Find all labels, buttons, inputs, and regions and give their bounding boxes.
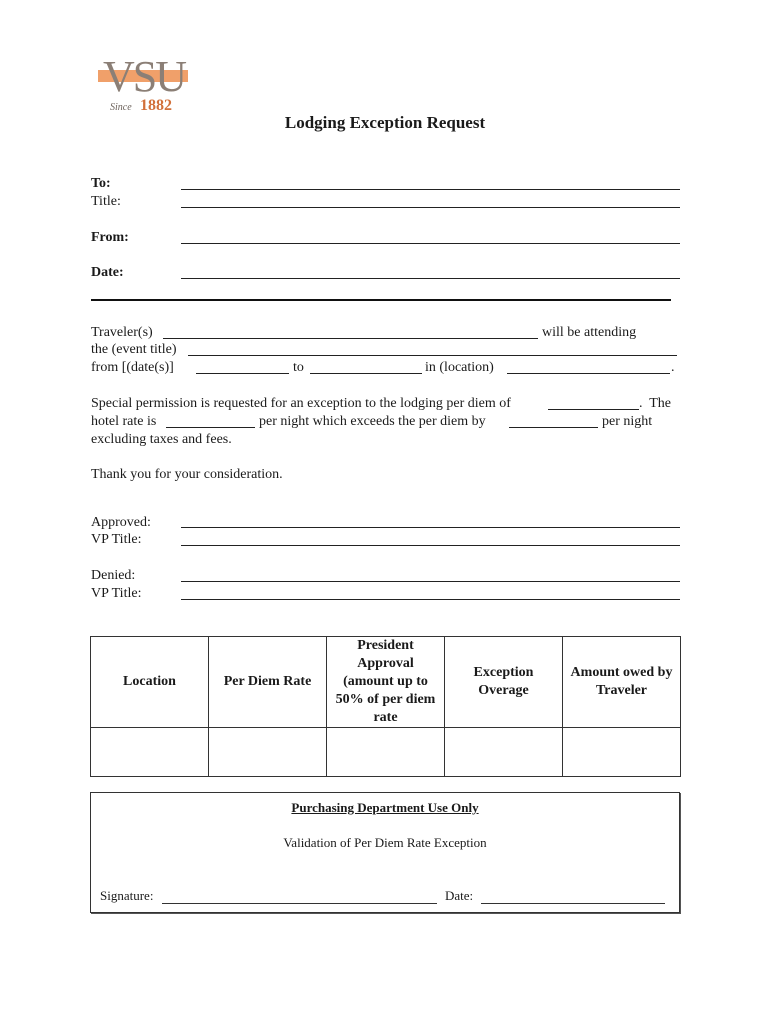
exceeds-text: per night which exceeds the per diem by [259, 414, 486, 429]
logo-since: Since [110, 102, 132, 113]
to-line[interactable] [181, 189, 680, 190]
page-title: Lodging Exception Request [284, 113, 486, 132]
hotel-rate-label: hotel rate is [91, 414, 157, 429]
cell-president-approval[interactable] [327, 728, 445, 777]
date-line[interactable] [181, 278, 680, 279]
purchasing-heading: Purchasing Department Use Only [291, 800, 479, 815]
special-permission-text: Special permission is requested for an exception to the lodging per diem of [91, 396, 511, 411]
signature-label: Signature: [100, 888, 154, 903]
title-line[interactable] [181, 207, 680, 208]
location-line[interactable] [507, 373, 670, 374]
per-diem-line[interactable] [548, 409, 639, 410]
purchasing-box [90, 792, 680, 913]
header-amount-owed: Amount owed by Traveler [563, 637, 681, 728]
start-date-line[interactable] [196, 373, 289, 374]
from-line[interactable] [181, 243, 680, 244]
title-label: Title: [91, 194, 121, 209]
header-location: Location [91, 637, 209, 728]
from-label: From: [91, 230, 129, 245]
in-location-label: in (location) [425, 360, 494, 375]
approved-label: Approved: [91, 515, 151, 530]
vp-title-label-2: VP Title: [91, 586, 142, 601]
signature-line[interactable] [162, 903, 437, 904]
period: . [671, 360, 675, 375]
will-attend-text: will be attending [542, 325, 637, 340]
validation-text: Validation of Per Diem Rate Exception [283, 835, 487, 850]
denied-label: Denied: [91, 568, 136, 583]
table-row [91, 728, 681, 777]
approved-line[interactable] [181, 527, 680, 528]
logo-year: 1882 [140, 97, 172, 114]
to-label: To: [91, 176, 111, 191]
denied-line[interactable] [181, 581, 680, 582]
cell-amount-owed[interactable] [563, 728, 681, 777]
date-label: Date: [91, 265, 124, 280]
exceeds-amount-line[interactable] [509, 427, 598, 428]
purchasing-date-line[interactable] [481, 903, 665, 904]
event-title-label: the (event title) [91, 342, 177, 357]
header-president-approval: President Approval (amount up to 50% of per diem rate [327, 637, 445, 728]
vp-title-line-2[interactable] [181, 599, 680, 600]
table-header-row [91, 637, 681, 728]
header-per-diem-rate: Per Diem Rate [209, 637, 327, 728]
cell-per-diem-rate[interactable] [209, 728, 327, 777]
hotel-rate-line[interactable] [166, 427, 255, 428]
end-date-line[interactable] [310, 373, 422, 374]
to-text: to [293, 360, 304, 375]
vp-title-line-1[interactable] [181, 545, 680, 546]
purchasing-date-label: Date: [445, 888, 474, 903]
vp-title-label-1: VP Title: [91, 532, 142, 547]
event-title-line[interactable] [188, 355, 677, 356]
cell-exception-overage[interactable] [445, 728, 563, 777]
thanks-text: Thank you for your consideration. [91, 467, 283, 482]
logo-letters: VSU [102, 52, 186, 101]
cell-location[interactable] [91, 728, 209, 777]
excluding-text: excluding taxes and fees. [91, 432, 232, 447]
travelers-line[interactable] [163, 338, 538, 339]
special-permission-end: . The [639, 396, 672, 411]
header-divider [91, 299, 671, 301]
from-dates-label: from [(date(s)] [91, 360, 174, 375]
travelers-label: Traveler(s) [91, 325, 153, 340]
exception-table [90, 636, 681, 777]
vsu-logo [94, 52, 194, 122]
per-night-text: per night [602, 414, 653, 429]
header-exception-overage: Exception Overage [445, 637, 563, 728]
